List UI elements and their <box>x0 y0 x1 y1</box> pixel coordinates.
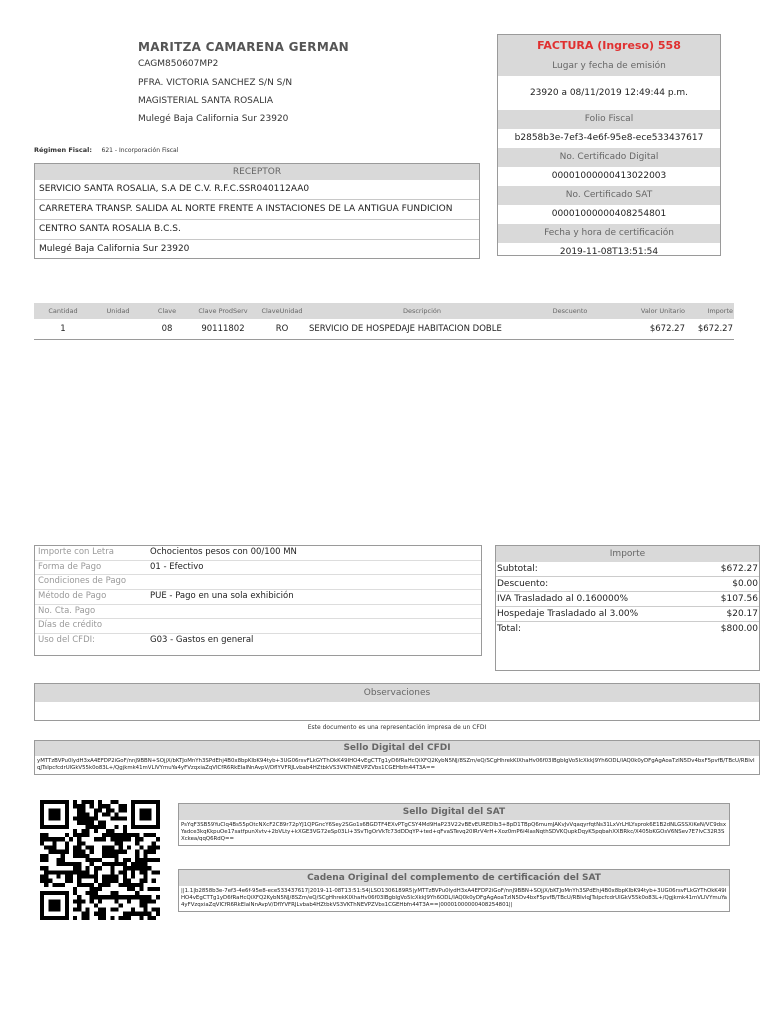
cell-clave: 08 <box>144 319 190 340</box>
importe-header: Importe <box>496 546 759 562</box>
factura-title: FACTURA (Ingreso) 558 <box>498 35 720 57</box>
receptor-box <box>34 163 480 259</box>
col-cantidad: Cantidad <box>34 303 92 319</box>
importe-value: $20.17 <box>726 609 758 619</box>
lugar-label: Lugar y fecha de emisión <box>498 57 720 76</box>
importe-row <box>496 592 759 607</box>
pago-row <box>35 590 481 605</box>
pago-value: 01 - Efectivo <box>150 561 204 572</box>
pago-value: Ochocientos pesos con 00/100 MN <box>150 547 297 557</box>
cell-descripcion: SERVICIO DE HOSPEDAJE HABITACION DOBLE <box>308 319 536 340</box>
receptor-line-2: CARRETERA TRANSP. SALIDA AL NORTE FRENTE A INSTACIONES DE LA ANTIGUA FUNDICION <box>35 199 479 219</box>
importe-value: $107.56 <box>720 594 758 604</box>
observaciones-box <box>34 683 760 721</box>
col-clave-unidad: ClaveUnidad <box>256 303 308 319</box>
cell-descuento <box>536 319 604 340</box>
col-unidad: Unidad <box>92 303 144 319</box>
issuer-address-2: MAGISTERIAL SANTA ROSALIA <box>138 96 274 106</box>
issuer-rfc: CAGM850607MP2 <box>138 59 219 69</box>
cell-cantidad: 1 <box>34 319 92 340</box>
sello-cfdi-header: Sello Digital del CFDI <box>35 741 759 756</box>
importe-box <box>495 545 760 671</box>
items-table <box>34 303 734 340</box>
pago-label: Forma de Pago <box>38 561 102 572</box>
col-valor-unitario: Valor Unitario <box>604 303 686 319</box>
regimen-label: Régimen Fiscal: <box>34 146 92 154</box>
sello-cfdi-value: yMTTzBVPu0lydH3xA4EFDP2iGoF/nnJ9BBN+SOjjX/bKTJoMnYh3SPdEhj4B0x8bpKIbK94tyb+3UG06rsvFLkGYThOkK49IHO4vEgCTTg1yD6fRaHcQiXFQ2KybN5NJ/8SZm/eQ/SCgHhrekKIXhaHv06f03lBgbIgVo5IcXkkJ9Yh6ODL/IAQ0k0yDFgAgAoaTzIN5Dv4bxF5pvfB/TBcU/RBIvIqJTsIpcfcdrUlGkV55k0o83L+/Qgjkmk41mVLlVYmuYa4yFVzqxiaZqVICfR6RkEIalNnAvpV/DflYVFRJLvbab4HZtbkVS3VKThNEVPZVbs1CGEHbfn44T3A== <box>37 758 755 771</box>
cadena-header: Cadena Original del complemento de certificación del SAT <box>179 870 729 886</box>
observaciones-header: Observaciones <box>35 684 759 702</box>
importe-row <box>496 577 759 592</box>
sello-sat-value: PsYqF3SB59YuClq4Bs55pOtcNXcF2C89r72pYJ1QPGncY6Sey2SGo1s6BGDTF4EXvPTgCSY4Md9HaP23V22vBEvEUREDlb3+8pD1TBpQ6mumJAKvJvVqaqyrfqtNs31LxVrLHLYsprok6E1B2dNLGSSXiKeN/VC9dsxYadce3kqKkpuOe17satfpunXvtv+2bVLty+kXGE3VG72eSp03LI+3SvTlgOrVkTc73dDDqYP+ted+qFvaSTevq20IRrV4rH+Xoz0mP6i4lasNqthSDVKQupkDqyK5pqbahXXBRkc/X405bKGOsV6NSev7E7lvC32R3SXckea/qqQ6RdQ== <box>181 822 727 842</box>
importe-row <box>496 607 759 622</box>
pago-label: No. Cta. Pago <box>38 605 96 616</box>
cell-valor-unitario: $672.27 <box>604 319 686 340</box>
importe-value: $0.00 <box>732 579 758 589</box>
lugar-value: 23920 a 08/11/2019 12:49:44 p.m. <box>529 88 689 98</box>
importe-label: Subtotal: <box>497 564 538 574</box>
cert-sat-value: 00001000000408254801 <box>551 209 667 219</box>
col-clave-prodserv: Clave ProdServ <box>190 303 256 319</box>
cert-value: 00001000000413022003 <box>551 171 667 181</box>
issuer-address-1: PFRA. VICTORIA SANCHEZ S/N S/N <box>138 78 293 88</box>
fecha-cert-label: Fecha y hora de certificación <box>498 224 720 243</box>
items-header-row <box>34 303 734 319</box>
issuer-name: MARITZA CAMARENA GERMAN <box>138 40 350 54</box>
sello-sat-box <box>178 803 730 846</box>
sello-sat-header: Sello Digital del SAT <box>179 804 729 820</box>
importe-label: IVA Trasladado al 0.160000% <box>497 594 629 604</box>
cell-clave-prodserv: 90111802 <box>190 319 256 340</box>
importe-label: Hospedaje Trasladado al 3.00% <box>497 609 639 619</box>
importe-label: Total: <box>497 624 522 634</box>
importe-label: Descuento: <box>497 579 549 589</box>
pago-value: G03 - Gastos en general <box>150 635 254 646</box>
qr-code <box>40 800 160 920</box>
pago-value: PUE - Pago en una sola exhibición <box>150 591 294 602</box>
cert-label: No. Certificado Digital <box>498 148 720 167</box>
importe-row <box>496 622 759 636</box>
cell-importe: $672.27 <box>686 319 734 340</box>
cadena-box <box>178 869 730 912</box>
cadena-value: ||1.1|b2858b3e-7ef3-4e6f-95e8-ece533437617|2019-11-08T13:51:54|LSO1306189R5|yMTTzBVPu0lydH3xA4EFDP2iGoF/nnJ9BBN+SOjjX/bKTJoMnYh3SPdEhj4B0x8bpKIbK94tyb+3UG06rsvFLkGYThOkK49IHO4vEgCTTg1yD6fRaHcQiXFQ2KybN5NJ/8SZm/eQ/SCgHhrekKIXhaHv06f03lBgbIgVo5IcXkkJ9Yh6ODL/IAQ0k0yDFgAgAoaTzIN5Dv4bxF5pvfB/TBcU/RBIvIqJTsIpcfcdrUlGkV55k0o83L+/Qgjkmk41mVLlVYmuYa4yFVzqxiaZqVICfR6RkEIalNnAvpV/DflYVFRJLvbab4HZtbkVS3VKThNEVPZVbs1CGEHbfn44T3A==|00001000000408254801|| <box>181 888 727 908</box>
cert-sat-label: No. Certificado SAT <box>498 186 720 205</box>
pago-label: Importe con Letra <box>38 547 114 557</box>
regimen-fiscal <box>34 146 178 154</box>
receptor-header: RECEPTOR <box>35 164 479 180</box>
pago-row <box>35 561 481 576</box>
col-importe: Importe <box>686 303 734 319</box>
regimen-value: 621 - Incorporación Fiscal <box>101 147 179 154</box>
pago-label: Método de Pago <box>38 591 107 602</box>
pago-row <box>35 575 481 590</box>
cell-unidad <box>92 319 144 340</box>
cell-clave-unidad: RO <box>256 319 308 340</box>
receptor-line-1: SERVICIO SANTA ROSALIA, S.A DE C.V. R.F.C.SSR040112AA0 <box>39 184 310 194</box>
pago-label: Días de crédito <box>38 620 103 631</box>
col-descripcion: Descripción <box>308 303 536 319</box>
pago-row <box>35 619 481 634</box>
issuer-address-3: Mulegé Baja California Sur 23920 <box>138 114 289 124</box>
receptor-line-4: Mulegé Baja California Sur 23920 <box>35 239 479 259</box>
sello-cfdi-box <box>34 740 760 775</box>
receptor-line-3: CENTRO SANTA ROSALIA B.C.S. <box>35 219 479 239</box>
cfdi-note: Este documento es una representación impresa de un CFDI <box>307 724 487 731</box>
folio-value: b2858b3e-7ef3-4e6f-95e8-ece533437617 <box>514 133 704 143</box>
qr-code-image <box>40 800 160 920</box>
col-clave: Clave <box>144 303 190 319</box>
factura-box <box>497 34 721 256</box>
importe-value: $800.00 <box>720 624 758 634</box>
pago-row <box>35 546 481 561</box>
col-descuento: Descuento <box>536 303 604 319</box>
importe-value: $672.27 <box>720 564 758 574</box>
pago-label: Uso del CFDI: <box>38 635 95 646</box>
fecha-cert-value: 2019-11-08T13:51:54 <box>559 247 659 257</box>
pago-row <box>35 634 481 648</box>
table-row <box>34 319 734 340</box>
pago-label: Condiciones de Pago <box>38 576 127 587</box>
pago-box <box>34 545 482 656</box>
folio-label: Folio Fiscal <box>498 110 720 129</box>
pago-row <box>35 605 481 620</box>
importe-row <box>496 562 759 577</box>
